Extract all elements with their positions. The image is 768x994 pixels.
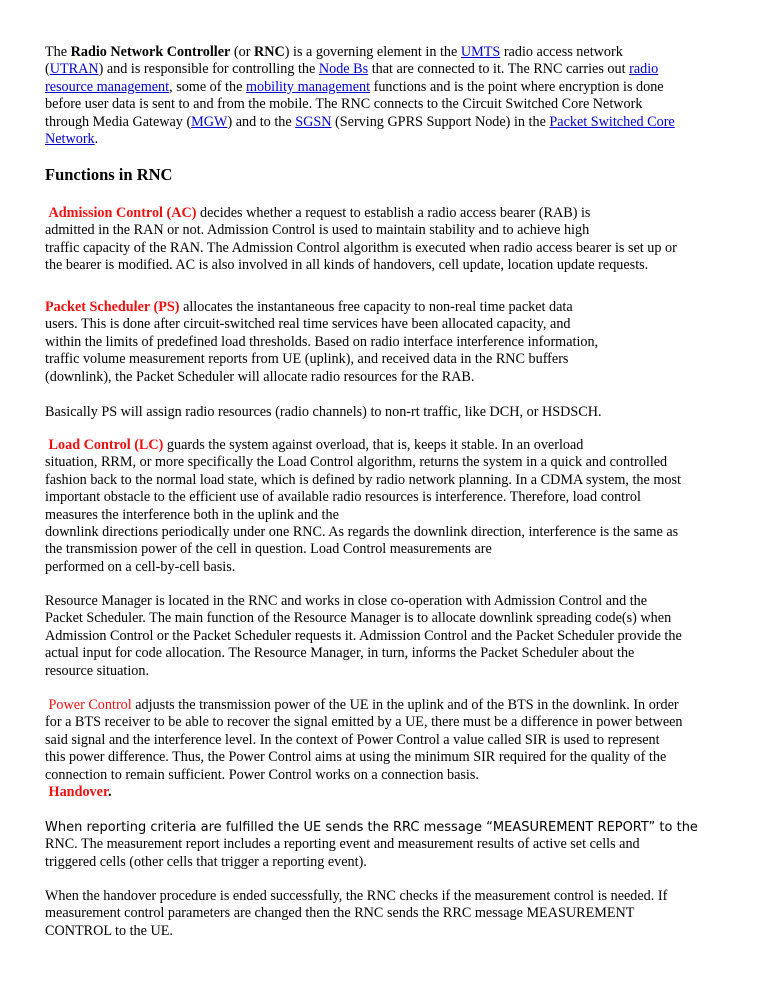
link-radio-resource-management-cont[interactable]: resource management [45,78,170,95]
intro-text: through Media Gateway ( [45,113,192,130]
paragraph-text: allocates the instantaneous free capacity to non-real time packet data [179,299,573,315]
paragraph-text: decides whether a request to establish a radio access bearer (RAB) is [196,205,591,221]
packet-scheduler-summary: Basically PS will assign radio resources (radio channels) to non-rt traffic, like DCH, or HSDSCH. [45,404,602,420]
paragraph-text: actual input for code allocation. The Resource Manager, in turn, informs the Packet Scheduler about the [45,645,635,662]
load-control-paragraph [45,437,725,576]
admission-control-label: Admission Control (AC) [48,205,197,221]
paragraph-text: this power difference. Thus, the Power Control aims at using the minimum SIR required for the quality of the [45,749,667,766]
intro-text: . [94,131,99,148]
term-rnc-abbr: RNC [253,44,285,60]
paragraph-text: RNC. The measurement report includes a reporting event and measurement results of active set cells and [45,836,640,853]
paragraph-text: admitted in the RAN or not. Admission Control is used to maintain stability and to achieve high [45,222,590,239]
packet-scheduler-paragraph [45,299,725,386]
paragraph-text: important obstacle to the efficient use of available radio resources is interference. Therefore, load control [45,489,641,506]
paragraph-text: situation, RRM, or more specifically the Load Control algorithm, returns the system in a quick and controlled [45,454,668,471]
paragraph-text: for a BTS receiver to be able to recover the signal emitted by a UE, there must be a difference in power between [45,714,683,731]
paragraph-text: Resource Manager is located in the RNC and works in close co-operation with Admission Control and the [45,593,648,609]
paragraph-text: traffic capacity of the RAN. The Admission Control algorithm is executed when radio access bearer is set up or [45,239,677,256]
link-sgsn[interactable]: SGSN [295,113,332,130]
intro-text: functions and is the point where encryption is done [370,78,664,95]
link-node-bs[interactable]: Node Bs [318,61,369,78]
paragraph-text: the bearer is modified. AC is also involved in all kinds of handovers, cell update, location update requests. [45,257,649,274]
power-control-paragraph [45,697,725,801]
paragraph-text: When reporting criteria are fulfilled the UE sends the RRC message “MEASUREMENT REPORT” to the [45,820,698,835]
intro-text: ) and is responsible for controlling the [98,61,319,78]
intro-text: (Serving GPRS Support Node) in the [331,113,550,130]
paragraph-text: fashion back to the normal load state, which is defined by radio network planning. In a CDMA system, the most [45,471,681,488]
link-mgw[interactable]: MGW [191,113,228,130]
resource-manager-paragraph [45,593,725,680]
link-umts[interactable]: UMTS [460,44,501,60]
paragraph-text: said signal and the interference level. In the context of Power Control a value called SIR is used to represent [45,731,660,748]
admission-control-paragraph [45,205,725,275]
intro-text: that are connected to it. The RNC carries out [368,61,630,78]
intro-text: ) and to the [227,113,296,130]
link-packet-switched-core-network[interactable]: Network [45,131,95,148]
intro-text: , some of the [169,78,246,95]
link-packet-switched-core[interactable]: Packet Switched Core [549,113,675,130]
intro-text: The [45,44,71,60]
paragraph-text: triggered cells (other cells that trigger a reporting event). [45,853,367,870]
paragraph-text: CONTROL to the UE. [45,922,173,939]
paragraph-text: within the limits of predefined load thresholds. Based on radio interface interference information, [45,333,599,350]
paragraph-text: users. This is done after circuit-switched real time services have been allocated capacity, and [45,316,571,333]
paragraph-text: adjusts the transmission power of the UE in the uplink and of the BTS in the downlink. In order [131,697,679,713]
paragraph-text: resource situation. [45,662,150,679]
paragraph-text: Packet Scheduler. The main function of the Resource Manager is to allocate downlink spreading code(s) when [45,610,672,627]
paragraph-text: (downlink), the Packet Scheduler will allocate radio resources for the RAB. [45,368,475,385]
intro-text: radio access network [500,44,623,60]
packet-scheduler-label: Packet Scheduler (PS) [45,299,180,315]
section-heading-functions: Functions in RNC [45,165,173,184]
link-utran[interactable]: UTRAN [49,61,99,78]
intro-text: (or [230,44,254,60]
handover-label: Handover [48,784,108,801]
paragraph-text: connection to remain sufficient. Power Control works on a connection basis. [45,766,479,783]
intro-text: before user data is sent to and from the mobile. The RNC connects to the Circuit Switched Core Network [45,96,643,113]
paragraph-text: performed on a cell-by-cell basis. [45,558,236,575]
paragraph-text: When the handover procedure is ended successfully, the RNC checks if the measurement control is needed. If [45,888,668,904]
load-control-label: Load Control (LC) [48,437,164,453]
term-rnc: Radio Network Controller [70,44,231,60]
paragraph-text: measures the interference both in the uplink and the [45,506,339,523]
measurement-report-paragraph [45,819,725,871]
paragraph-text: downlink directions periodically under one RNC. As regards the downlink direction, interference is the same as [45,524,679,541]
intro-text: ) is a governing element in the [284,44,461,60]
intro-paragraph [45,44,725,148]
paragraph-text: guards the system against overload, that is, keeps it stable. In an overload [163,437,584,453]
handover-dot: . [107,784,112,801]
paragraph-text: Admission Control or the Packet Scheduler requests it. Admission Control and the Packet Scheduler provide the [45,627,682,644]
paragraph-text: traffic volume measurement reports from UE (uplink), and received data in the RNC buffers [45,351,569,368]
paragraph-text: the transmission power of the cell in question. Load Control measurements are [45,541,492,558]
link-radio-resource-management[interactable]: radio [629,61,659,78]
power-control-label: Power Control [48,697,132,713]
handover-end-paragraph [45,888,725,940]
link-mobility-management[interactable]: mobility management [245,78,371,95]
paragraph-text: measurement control parameters are changed then the RNC sends the RRC message MEASUREMENT [45,905,635,922]
intro-text: ( [45,61,50,78]
